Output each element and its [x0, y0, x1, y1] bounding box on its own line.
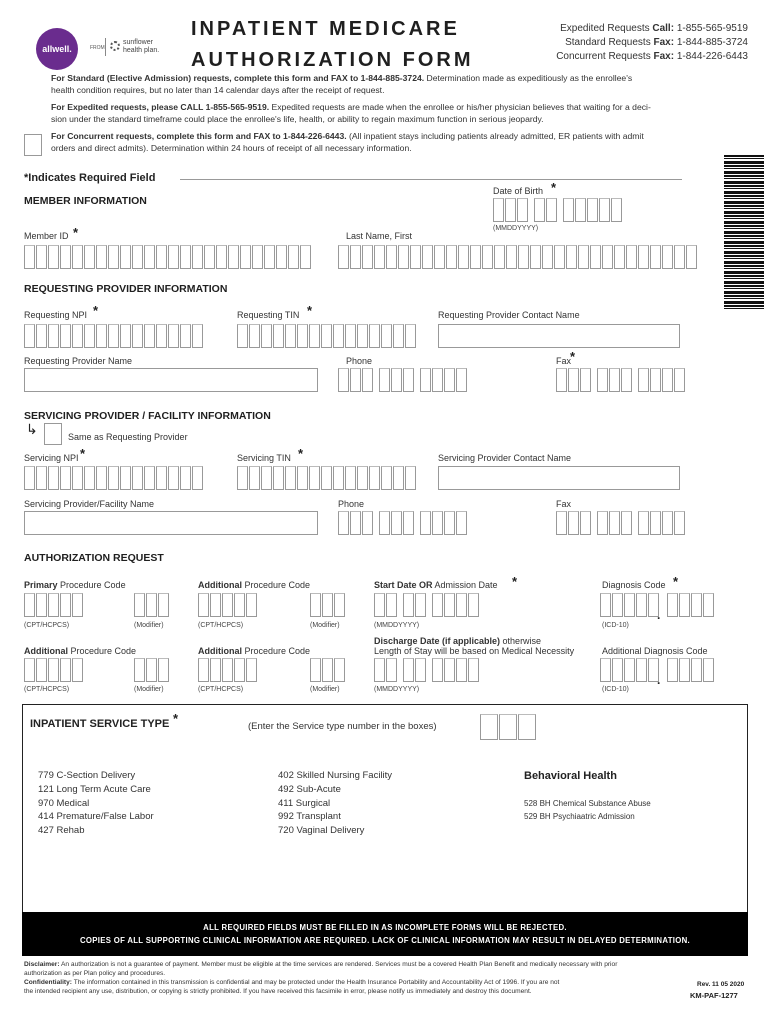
primary-procedure-label: Primary Procedure Code — [24, 580, 126, 590]
partner-line1: sunflower — [123, 39, 153, 46]
barcode-icon — [724, 155, 764, 310]
instruction-standard-2: health condition requires, but no later than 14 calendar days after the receipt of request. — [51, 84, 385, 95]
diagnosis-icd-note: (ICD-10) — [602, 622, 629, 629]
footer-disclaimer: Disclaimer: An authorization is not a guarantee of payment. Member must be eligible at the time services are rendered. Services must be a covered Health Plan Benefit and medically necessary with prior authorization as per Plan policy and procedures. Confidentiality: The information contained in this transmission is confidential and may be protected under the Health Insurance Portability and Accountability Act of 1996. If you are not the intended recipient any use, distribution, or copying is strictly prohibited. If you have received this facsimile in error, please notify us immediately and destroy this document. — [24, 961, 618, 995]
partner-divider — [105, 38, 106, 56]
last-first-input[interactable] — [338, 245, 698, 269]
service-col-1 — [38, 769, 154, 838]
additional-procedure-input-1[interactable] — [198, 593, 258, 617]
service-item: 529 BH Psychiaatric Admission — [524, 812, 635, 821]
requesting-tin-input[interactable] — [237, 324, 417, 348]
servicing-npi-label: Servicing NPI — [24, 453, 79, 463]
requesting-fax-required-mark: * — [570, 349, 576, 364]
member-id-label: Member ID — [24, 231, 69, 241]
start-date-input[interactable] — [374, 593, 480, 617]
additional-modifier-note-2: (Modifier) — [134, 686, 164, 693]
servicing-name-input[interactable] — [24, 511, 318, 535]
additional-modifier-input-3[interactable] — [310, 658, 346, 682]
dob-label: Date of Birth — [493, 186, 544, 196]
discharge-date-input[interactable] — [374, 658, 480, 682]
partner-line2: health plan. — [123, 47, 160, 54]
dob-input[interactable] — [493, 198, 623, 222]
servicing-tin-label: Servicing TIN — [237, 453, 291, 463]
service-item: 492 Sub-Acute — [278, 783, 341, 795]
form-code: KM-PAF-1277 — [690, 991, 738, 1000]
requesting-fax-label: Fax — [556, 356, 572, 366]
discharge-label: Discharge Date (if applicable) otherwise — [374, 636, 542, 646]
servicing-tin-required-mark: * — [298, 446, 304, 461]
diagnosis-required-mark: * — [673, 574, 679, 589]
required-note: *Indicates Required Field — [24, 172, 156, 184]
member-id-required-mark: * — [73, 225, 79, 240]
service-item: 414 Premature/False Labor — [38, 811, 154, 823]
additional-modifier-note-3: (Modifier) — [310, 686, 340, 693]
contact-expedited: Expedited Requests Call: 1-855-565-9519 — [560, 23, 748, 34]
servicing-heading: SERVICING PROVIDER / FACILITY INFORMATION — [24, 410, 271, 422]
requesting-tin-label: Requesting TIN — [237, 310, 300, 320]
service-item: 528 BH Chemical Substance Abuse — [524, 799, 651, 808]
start-date-required-mark: * — [512, 574, 518, 589]
requesting-npi-required-mark: * — [93, 303, 99, 318]
servicing-npi-required-mark: * — [80, 446, 86, 461]
primary-modifier-input[interactable] — [134, 593, 170, 617]
requesting-heading: REQUESTING PROVIDER INFORMATION — [24, 283, 228, 295]
page-title-line2: AUTHORIZATION FORM — [191, 49, 474, 71]
required-divider — [180, 179, 682, 180]
bh-heading: Behavioral Health — [524, 770, 617, 782]
additional-diagnosis-decimal: . — [657, 673, 661, 687]
service-item: 720 Vaginal Delivery — [278, 825, 365, 837]
additional-procedure-label-2: Additional Procedure Code — [24, 646, 137, 656]
additional-procedure-input-2[interactable] — [24, 658, 84, 682]
revision-label: Rev. 11 05 2020 — [697, 981, 745, 988]
start-date-label: Start Date OR Admission Date — [374, 580, 498, 590]
instruction-concurrent-2: orders and direct admits). Determination within 24 hours of receipt of all necessary information. — [51, 142, 412, 153]
diagnosis-label: Diagnosis Code — [602, 580, 666, 590]
service-item: 402 Skilled Nursing Facility — [278, 770, 393, 781]
requesting-name-input[interactable] — [24, 368, 318, 392]
los-label: Length of Stay will be based on Medical Necessity — [374, 646, 575, 656]
service-item: 992 Transplant — [278, 811, 341, 823]
additional-modifier-note-1: (Modifier) — [310, 622, 340, 629]
banner-line2: COPIES OF ALL SUPPORTING CLINICAL INFORMATION ARE REQUIRED. LACK OF CLINICAL INFORMATION MAY RESULT IN DELAYED DETERMINATION. — [79, 936, 690, 945]
instructions — [51, 73, 751, 154]
servicing-phone-label: Phone — [338, 499, 365, 509]
start-date-format: (MMDDYYYY) — [374, 622, 420, 629]
same-as-label: Same as Requesting Provider — [68, 432, 188, 442]
page-title-line1: INPATIENT MEDICARE — [191, 18, 460, 40]
service-type-required-mark: * — [173, 711, 179, 726]
service-type-heading: INPATIENT SERVICE TYPE — [30, 718, 170, 730]
banner-line1: ALL REQUIRED FIELDS MUST BE FILLED IN AS INCOMPLETE FORMS WILL BE REJECTED. — [203, 923, 567, 932]
additional-procedure-label-3: Additional Procedure Code — [198, 646, 311, 656]
requesting-phone-label: Phone — [346, 356, 373, 366]
service-col-3 — [524, 797, 651, 823]
servicing-tin-input[interactable] — [237, 466, 417, 490]
instruction-expedited: For Expedited requests, please CALL 1-855-565-9519. Expedited requests are made when the enrollee or his/her physician believes that waiting for a deci- — [51, 102, 651, 112]
servicing-contact-label: Servicing Provider Contact Name — [438, 453, 572, 463]
additional-modifier-input-1[interactable] — [310, 593, 346, 617]
diagnosis-decimal: . — [657, 608, 661, 622]
additional-diagnosis-label: Additional Diagnosis Code — [602, 646, 708, 656]
servicing-fax-label: Fax — [556, 499, 572, 509]
requesting-npi-label: Requesting NPI — [24, 310, 88, 320]
instruction-standard: For Standard (Elective Admission) requests, complete this form and FAX to 1-844-885-3724. Determination made as expeditiously as the enrollee's — [51, 73, 633, 83]
requesting-fax-input[interactable] — [556, 368, 686, 392]
dob-format: (MMDDYYYY) — [493, 225, 539, 232]
service-type-input[interactable] — [480, 714, 537, 740]
service-item: 427 Rehab — [38, 825, 85, 837]
requesting-contact-input[interactable] — [438, 324, 680, 348]
servicing-name-label: Servicing Provider/Facility Name — [24, 499, 155, 509]
requesting-tin-required-mark: * — [307, 303, 313, 318]
service-item: 970 Medical — [38, 797, 90, 809]
dob-required-mark: * — [551, 180, 557, 195]
contact-standard: Standard Requests Fax: 1-844-885-3724 — [565, 37, 748, 48]
member-id-input[interactable] — [24, 245, 312, 269]
requesting-phone-input[interactable] — [338, 368, 468, 392]
additional-procedure-label-1: Additional Procedure Code — [198, 580, 311, 590]
servicing-contact-input[interactable] — [438, 466, 680, 490]
primary-modifier-note: (Modifier) — [134, 622, 164, 629]
logo-from: FROM — [90, 45, 105, 51]
contacts-block — [556, 22, 748, 64]
same-as-checkbox[interactable] — [44, 423, 62, 445]
service-item: 779 C-Section Delivery — [38, 770, 136, 781]
allwell-logo-text: allwell. — [42, 44, 72, 54]
requesting-npi-input[interactable] — [24, 324, 204, 348]
primary-procedure-input[interactable] — [24, 593, 84, 617]
additional-procedure-input-3[interactable] — [198, 658, 258, 682]
instruction-expedited-2: sion under the standard timeframe could place the enrollee's life, health, or ability to regain maximum function in serious jeopardy. — [51, 113, 544, 124]
concurrent-checkbox[interactable] — [24, 134, 42, 156]
service-col-2 — [278, 769, 392, 838]
last-first-label: Last Name, First — [346, 231, 413, 241]
servicing-fax-input[interactable] — [556, 511, 686, 535]
service-item: 121 Long Term Acute Care — [38, 783, 151, 795]
instruction-concurrent: For Concurrent requests, complete this form and FAX to 1-844-226-6443. (All inpatient stays including patients already admitted, ER patients with admit — [51, 131, 644, 141]
servicing-phone-input[interactable] — [338, 511, 468, 535]
discharge-date-format: (MMDDYYYY) — [374, 686, 420, 693]
auth-heading: AUTHORIZATION REQUEST — [24, 552, 164, 564]
service-item: 411 Surgical — [278, 797, 331, 809]
required-banner — [22, 912, 748, 956]
primary-cpt-note: (CPT/HCPCS) — [24, 622, 70, 629]
member-heading: MEMBER INFORMATION — [24, 195, 147, 207]
arrow-icon: ↳ — [26, 421, 38, 437]
additional-cpt-note-2: (CPT/HCPCS) — [24, 686, 70, 693]
additional-cpt-note-1: (CPT/HCPCS) — [198, 622, 244, 629]
contact-concurrent: Concurrent Requests Fax: 1-844-226-6443 — [556, 51, 748, 62]
sunflower-icon — [110, 41, 120, 51]
service-type-hint: (Enter the Service type number in the boxes) — [248, 721, 437, 732]
servicing-npi-input[interactable] — [24, 466, 204, 490]
additional-cpt-note-3: (CPT/HCPCS) — [198, 686, 244, 693]
requesting-name-label: Requesting Provider Name — [24, 356, 133, 366]
allwell-logo — [36, 28, 78, 70]
additional-modifier-input-2[interactable] — [134, 658, 170, 682]
requesting-contact-label: Requesting Provider Contact Name — [438, 310, 580, 320]
additional-diagnosis-icd-note: (ICD-10) — [602, 686, 629, 693]
